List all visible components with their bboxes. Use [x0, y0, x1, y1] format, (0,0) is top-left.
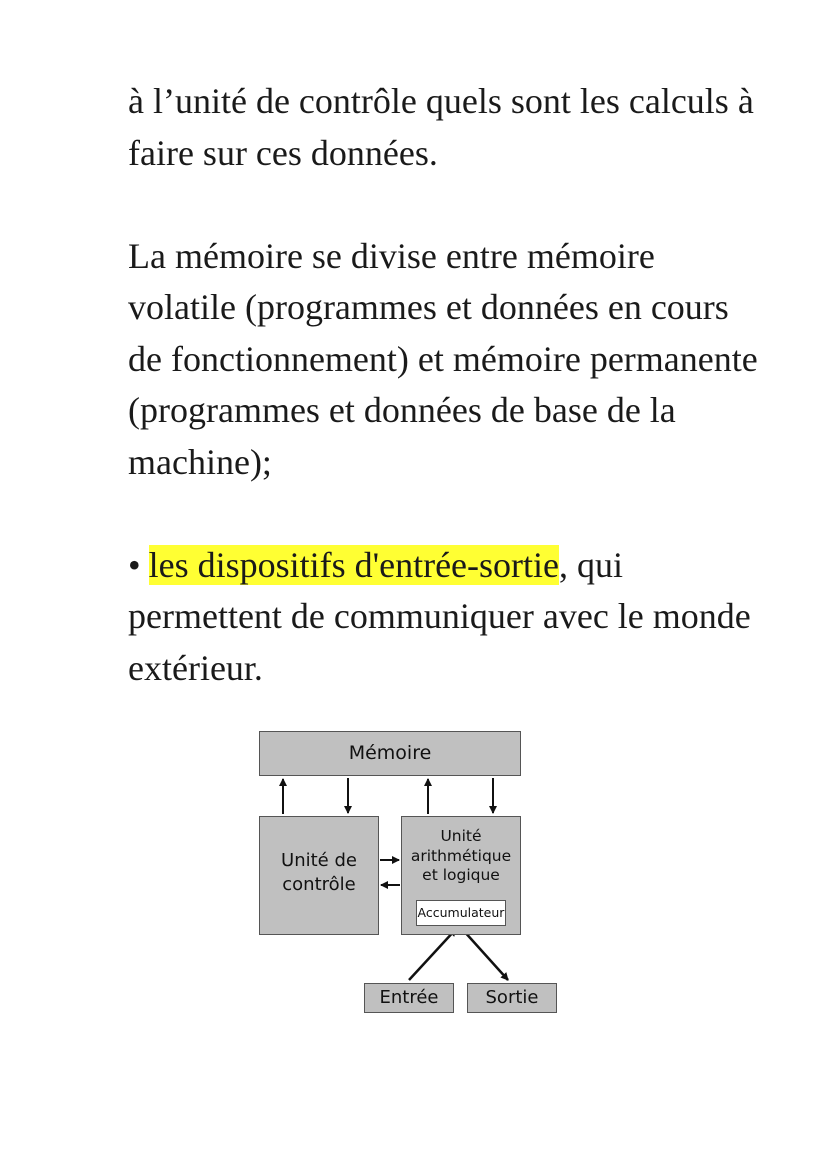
paragraph-1: à l’unité de contrôle quels sont les calculs à faire sur ces données. — [128, 81, 754, 173]
alu-label-line3: et logique — [422, 866, 500, 884]
arrow-entree-to-accumulator — [409, 929, 456, 980]
bullet-marker: • — [128, 544, 141, 585]
control-unit-label-line2: contrôle — [282, 874, 356, 895]
document-body — [128, 76, 768, 694]
accumulator-box: Accumulateur — [416, 900, 506, 926]
highlighted-text: les dispositifs d'entrée-sortie — [148, 544, 560, 585]
bullet-io-devices — [128, 540, 768, 695]
alu-label-line2: arithmétique — [410, 846, 512, 865]
bullet-rest-text: , qui permettent de communiquer avec le monde extérieur. — [128, 544, 751, 688]
control-unit-label-line1: Unité de — [281, 850, 357, 871]
paragraph-memory: La mémoire se divise entre mémoire volatile (programmes et données en cours de fonctionnement) et mémoire permanente (programmes et données de base de la machine); — [128, 235, 758, 482]
arrow-accumulator-to-sortie — [463, 930, 508, 980]
architecture-diagram — [256, 728, 560, 1018]
control-unit-box — [259, 816, 379, 935]
output-box: Sortie — [467, 983, 557, 1013]
alu-label-line1: Unité — [440, 827, 482, 845]
input-box: Entrée — [364, 983, 454, 1013]
memory-box: Mémoire — [259, 731, 521, 776]
